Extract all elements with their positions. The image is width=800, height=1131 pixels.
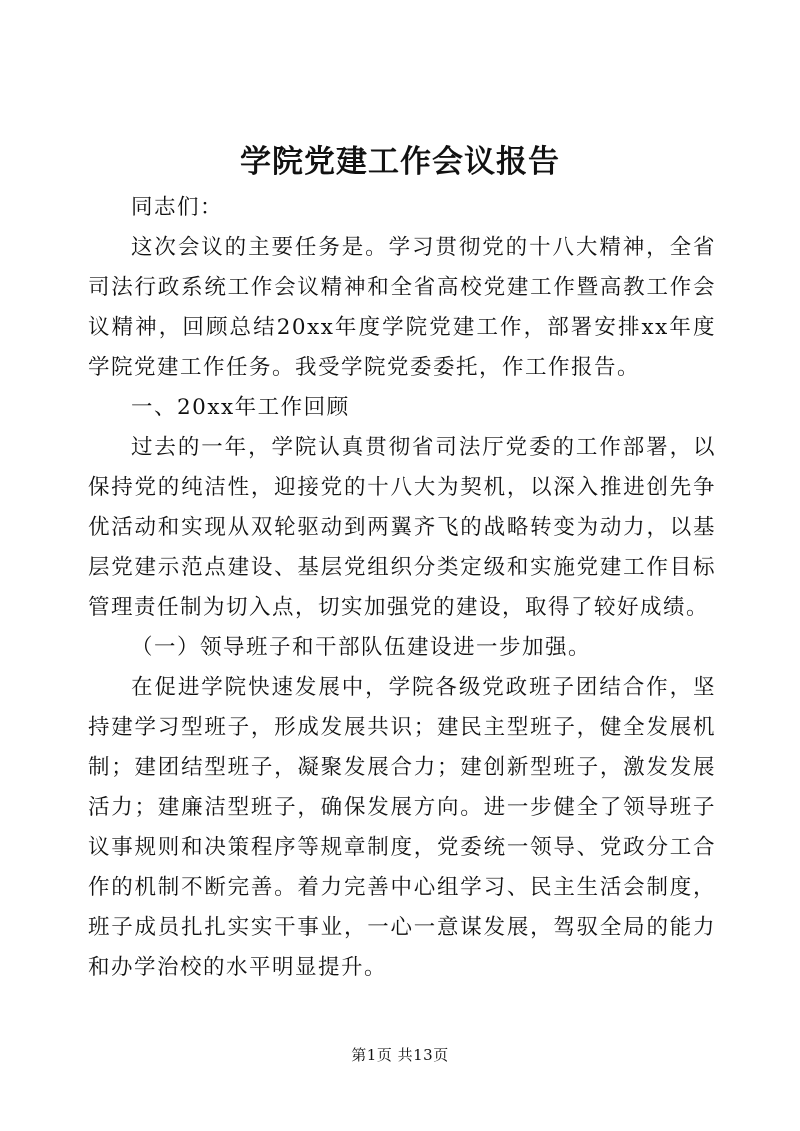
paragraph-leadership: 在促进学院快速发展中，学院各级党政班子团结合作，坚持建学习型班子，形成发展共识；建民主型班子，健全发展机制；建团结型班子，凝聚发展合力；建创新型班子，激发发展活力；建廉洁型班子，确保发展方向。进一步健全了领导班子议事规则和决策程序等规章制度，党委统一领导、党政分工合作的机制不断完善。着力完善中心组学习、民主生活会制度，班子成员扎扎实实干事业，一心一意谋发展，驾驭全局的能力和办学治校的水平明显提升。	[88, 675, 716, 980]
document-body	[88, 188, 716, 988]
paragraph-past-year: 过去的一年，学院认真贯彻省司法厅党委的工作部署，以保持党的纯洁性，迎接党的十八大为契机，以深入推进创先争优活动和实现从双轮驱动到两翼齐飞的战略转变为动力，以基层党建示范点建设、基层党组织分类定级和实施党建工作目标管理责任制为切入点，切实加强党的建设，取得了较好成绩。	[88, 435, 716, 620]
subsection-heading-leadership: （一）领导班子和干部队伍建设进一步加强。	[131, 635, 592, 660]
paragraph-salutation: 同志们：	[131, 195, 224, 220]
document-title: 学院党建工作会议报告	[240, 144, 560, 180]
page-number-footer: 第1页 共13页	[351, 1046, 449, 1064]
section-heading-review: 一、20xx年工作回顾	[131, 395, 350, 420]
paragraph-meeting-task: 这次会议的主要任务是。学习贯彻党的十八大精神，全省司法行政系统工作会议精神和全省高校党建工作暨高教工作会议精神，回顾总结20xx年度学院党建工作，部署安排xx年度学院党建工作任务。我受学院党委委托，作工作报告。	[88, 235, 716, 380]
